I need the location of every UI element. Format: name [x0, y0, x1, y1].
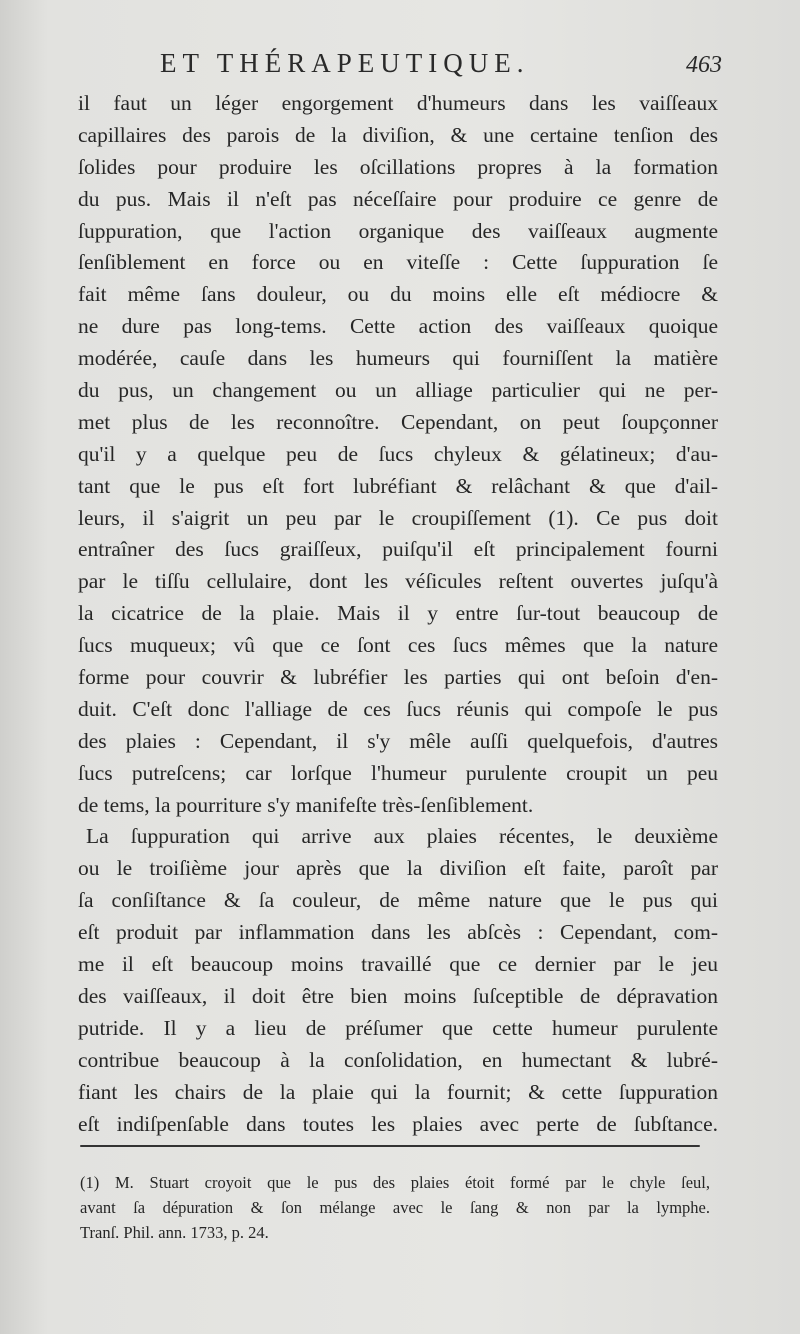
text-line: ne dure pas long-tems. Cette action des vaiſſeaux quoique — [78, 314, 718, 339]
running-title: ET THÉRAPEUTIQUE. — [160, 48, 530, 78]
text-line: leurs, il s'aigrit un peu par le croupiſſement (1). Ce pus doit — [78, 505, 718, 530]
text-line: la cicatrice de la plaie. Mais il y entre ſur-tout beaucoup de — [78, 601, 718, 626]
text-line: contribue beaucoup à la conſolidation, en humectant & lubré- — [78, 1047, 718, 1072]
text-line: des vaiſſeaux, il doit être bien moins ſuſceptible de dépravation — [78, 983, 718, 1008]
text-line: qu'il y a quelque peu de ſucs chyleux & gélatineux; d'au- — [78, 441, 718, 466]
footnote-line: avant ſa dépuration & ſon mélange avec le ſang & non par la lymphe. — [80, 1198, 710, 1217]
page-header — [82, 48, 722, 88]
text-line: tant que le pus eſt fort lubréfiant & relâchant & que d'ail- — [78, 473, 718, 498]
text-line: fiant les chairs de la plaie qui la fournit; & cette ſuppuration — [78, 1079, 718, 1104]
text-line: entraîner des ſucs graiſſeux, puiſqu'il eſt principalement fourni — [78, 537, 718, 562]
text-line: ſucs muqueux; vû que ce ſont ces ſucs mêmes que la nature — [78, 633, 718, 658]
text-line: des plaies : Cependant, il s'y mêle auſſi quelquefois, d'autres — [78, 728, 718, 753]
text-line: capillaires des parois de la diviſion, & une certaine tenſion des — [78, 122, 718, 147]
text-line: du pus. Mais il n'eſt pas néceſſaire pour produire ce genre de — [78, 186, 718, 211]
text-line: par le tiſſu cellulaire, dont les véſicules reſtent ouvertes juſqu'à — [78, 569, 718, 594]
page-number: 463 — [686, 52, 722, 78]
text-line: fait même ſans douleur, ou du moins elle eſt médiocre & — [78, 282, 718, 307]
footnote-divider — [80, 1145, 700, 1147]
footnote-line: Tranſ. Phil. ann. 1733, p. 24. — [80, 1223, 269, 1242]
text-line: duit. C'eſt donc l'alliage de ces ſucs réunis qui compoſe le pus — [78, 696, 718, 721]
text-line: eſt indiſpenſable dans toutes les plaies avec perte de ſubſtance. — [78, 1111, 718, 1136]
footnote — [80, 1170, 710, 1245]
text-line: ou le troiſième jour après que la diviſion eſt faite, paroît par — [78, 856, 718, 881]
text-line: ſucs putreſcens; car lorſque l'humeur purulente croupit un peu — [78, 760, 718, 785]
text-line: met plus de les reconnoître. Cependant, on peut ſoupçonner — [78, 409, 718, 434]
text-line: forme pour couvrir & lubréfier les parties qui ont beſoin d'en- — [78, 665, 718, 690]
paragraph-start-line: La ſuppuration qui arrive aux plaies récentes, le deuxième — [86, 824, 718, 849]
text-line: ſuppuration, que l'action organique des vaiſſeaux augmente — [78, 218, 718, 243]
main-text — [78, 88, 718, 1140]
text-line: du pus, un changement ou un alliage particulier qui ne per- — [78, 378, 718, 403]
text-line: modérée, cauſe dans les humeurs qui fourniſſent la matière — [78, 346, 718, 371]
text-line: ſenſiblement en force ou en viteſſe : Cette ſuppuration ſe — [78, 250, 718, 275]
text-line: eſt produit par inflammation dans les abſcès : Cependant, com- — [78, 920, 718, 945]
text-line: putride. Il y a lieu de préſumer que cette humeur purulente — [78, 1015, 718, 1040]
text-line: de tems, la pourriture s'y manifeſte très-ſenſiblement. — [78, 792, 534, 817]
footnote-line: (1) M. Stuart croyoit que le pus des plaies étoit formé par le chyle ſeul, — [80, 1173, 710, 1192]
text-line: me il eſt beaucoup moins travaillé que ce dernier par le jeu — [78, 952, 718, 977]
text-line: ſolides pour produire les oſcillations propres à la formation — [78, 154, 718, 179]
text-line: il faut un léger engorgement d'humeurs dans les vaiſſeaux — [78, 91, 718, 115]
text-line: ſa conſiſtance & ſa couleur, de même nature que le pus qui — [78, 888, 718, 913]
